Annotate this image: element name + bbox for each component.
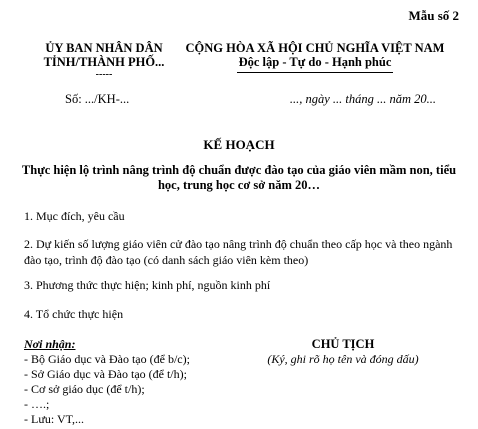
recipient-item: - Lưu: VT,... xyxy=(24,412,85,426)
form-number: Mẫu số 2 xyxy=(408,8,459,23)
signature-note: (Ký, ghi rõ họ tên và đóng dấu) xyxy=(267,352,419,366)
date-line: ..., ngày ... tháng ... năm 20... xyxy=(289,92,436,106)
document-title: KẾ HOẠCH xyxy=(203,137,275,152)
motto-underline xyxy=(237,72,393,73)
document-subtitle: Thực hiện lộ trình nâng trình độ chuẩn được đào tạo của giáo viên mầm non, tiểu học, trung học cơ sở năm 20… xyxy=(21,163,457,192)
national-header xyxy=(170,41,460,73)
signature-block xyxy=(258,337,428,367)
authority-line-2: TỈNH/THÀNH PHỐ... xyxy=(43,55,165,69)
recipient-item: - ….; xyxy=(24,397,50,411)
national-motto: Độc lập - Tự do - Hạnh phúc xyxy=(238,55,392,69)
recipients-label: Nơi nhận: xyxy=(24,337,76,351)
section-1: 1. Mục đích, yêu cầu xyxy=(24,209,125,223)
section-4: 4. Tổ chức thực hiện xyxy=(24,307,124,321)
authority-divider: ----- xyxy=(95,69,113,80)
section-2: 2. Dự kiến số lượng giáo viên cử đào tạo nâng trình độ chuẩn theo cấp học và theo ngành đào tạo, trình độ đào tạo (có danh sách giáo viên kèm theo) xyxy=(24,237,453,267)
national-title: CỘNG HÒA XÃ HỘI CHỦ NGHĨA VIỆT NAM xyxy=(185,41,445,55)
recipient-item: - Cơ sở giáo dục (để t/h); xyxy=(24,382,145,396)
issuing-authority-header xyxy=(24,41,184,79)
section-3: 3. Phương thức thực hiện; kinh phí, nguồn kinh phí xyxy=(24,278,271,292)
recipient-item: - Sở Giáo dục và Đào tạo (để t/h); xyxy=(24,367,187,381)
recipients-block xyxy=(24,337,190,427)
authority-line-1: ỦY BAN NHÂN DÂN xyxy=(45,41,163,55)
recipient-item: - Bộ Giáo dục và Đào tạo (để b/c); xyxy=(24,352,190,366)
document-number: Số: .../KH-... xyxy=(65,92,130,106)
signer-title: CHỦ TỊCH xyxy=(311,337,375,351)
